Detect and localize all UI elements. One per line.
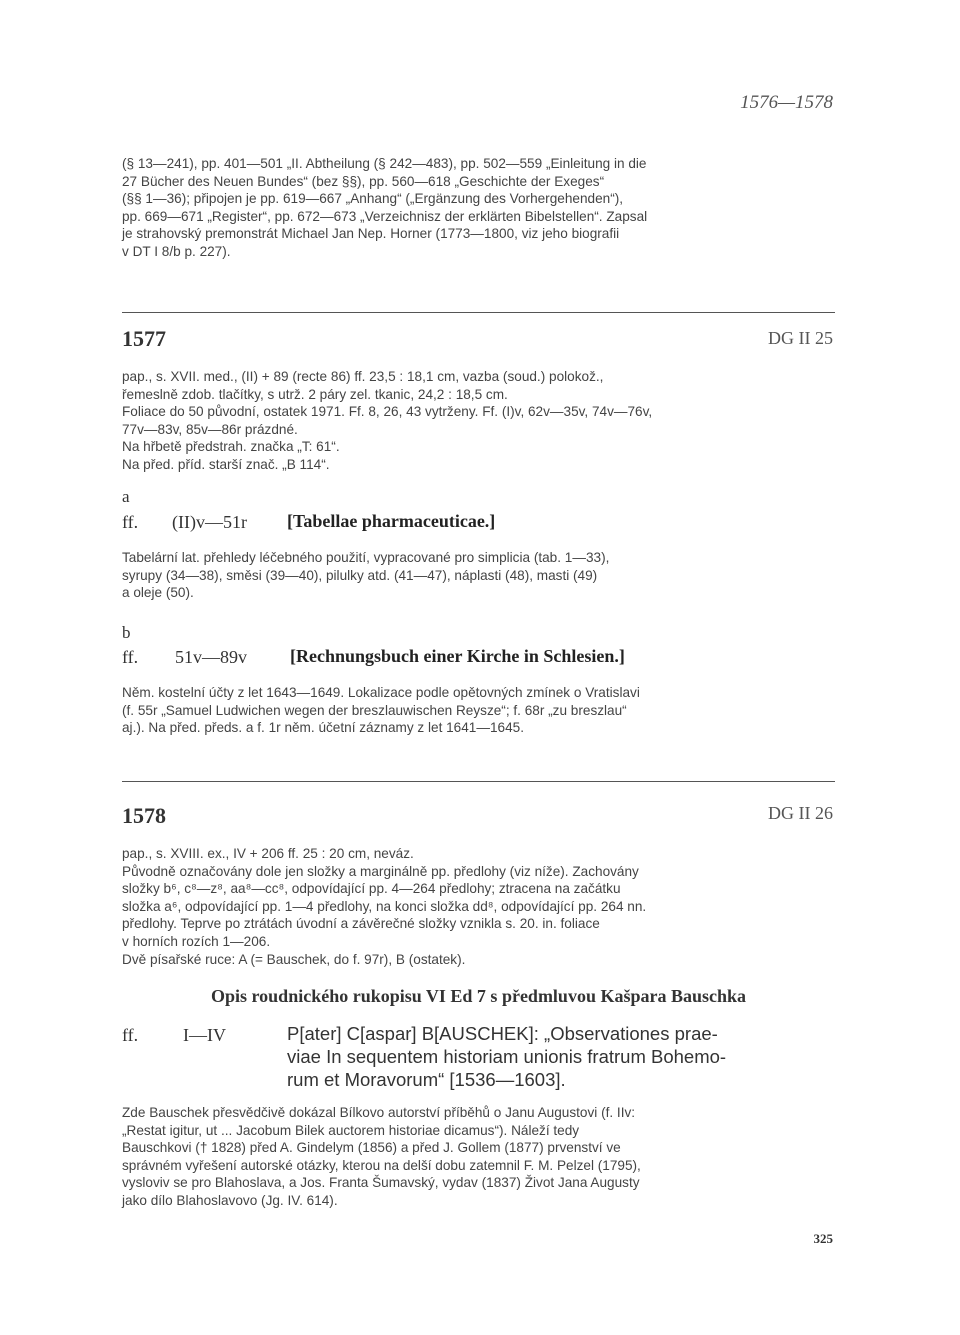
text-line: složka a⁶, odpovídající pp. 1—4 předlohy, na konci složka dd⁸, odpovídající pp. 264 nn. bbox=[122, 898, 647, 914]
text-line: aj.). Na před. předs. a f. 1r něm. účetní záznamy z let 1641—1645. bbox=[122, 720, 524, 736]
text-line: správném vyřešení autorské otázky, kterou na delší dobu zatemnil F. M. Pelzel (1795), bbox=[122, 1157, 641, 1173]
text-line: Původně označovány dole jen složky a marginálně pp. předlohy (viz níže). Zachovány bbox=[122, 863, 639, 879]
text-line: Zde Bauschek přesvědčivě dokázal Bílkovo autorství příběhů o Janu Augustovi (f. IIv: bbox=[122, 1105, 636, 1120]
section-divider bbox=[122, 781, 835, 782]
text-line: v horních rozích 1—206. bbox=[122, 933, 271, 949]
ff-label: ff. bbox=[122, 1025, 139, 1045]
text-line: (§ 13—241), pp. 401—501 „II. Abtheilung (§ 242—483), pp. 502—559 „Einleitung in die bbox=[122, 156, 647, 171]
ff-label: ff. bbox=[122, 647, 139, 667]
entry-signature: DG II 25 bbox=[768, 328, 833, 348]
section-text bbox=[122, 549, 835, 602]
section-text bbox=[122, 1104, 835, 1210]
section-heading: Opis roudnického rukopisu VI Ed 7 s předmluvou Kašpara Bauschka bbox=[210, 986, 746, 1006]
text-line: syrupy (34—38), směsi (39—40), pilulky atd. (41—47), náplasti (48), masti (49) bbox=[122, 567, 598, 583]
title-line: P[ater] C[aspar] B[AUSCHEK]: „Observationes prae- bbox=[287, 1023, 718, 1044]
text-line: pap., s. XVIII. ex., IV + 206 ff. 25 : 20 cm, neváz. bbox=[122, 846, 414, 861]
text-line: řemeslně zdob. tlačítky, s utrž. 2 páry zel. tkanic, 24,2 : 18,5 cm. bbox=[122, 386, 508, 402]
work-title: [Rechnungsbuch einer Kirche in Schlesien.] bbox=[290, 646, 625, 666]
entry-number: 1578 bbox=[122, 803, 166, 828]
text-line: Něm. kostelní účty z let 1643—1649. Lokalizace podle opětovných zmínek o Vratislavi bbox=[122, 685, 640, 700]
text-line: (f. 55r „Samuel Ludwichen wegen der breszlauwischen Reysze“; f. 68r „zu breszlau“ bbox=[122, 702, 627, 718]
text-line: 77v—83v, 85v—86r prázdné. bbox=[122, 421, 298, 437]
text-line: pap., s. XVII. med., (II) + 89 (recte 86) ff. 23,5 : 18,1 cm, vazba (soud.) polokož., bbox=[122, 369, 604, 384]
text-line: předlohy. Teprve po ztrátách úvodní a závěrečné složky vznikla s. 20. in. foliace bbox=[122, 916, 600, 932]
folio-range: I—IV bbox=[183, 1025, 226, 1045]
text-line: Tabelární lat. přehledy léčebného použití, vypracované pro simplicia (tab. 1—33), bbox=[122, 550, 610, 565]
title-line: rum et Moravorum“ [1536—1603]. bbox=[287, 1069, 566, 1090]
text-line: Dvě písařské ruce: A (= Bauschek, do f. 97r), B (ostatek). bbox=[122, 951, 466, 967]
text-line: Bauschkovi († 1828) před A. Gindelym (1856) a před J. Gollem (1877) prvenství ve bbox=[122, 1140, 621, 1156]
text-line: v DT I 8/b p. 227). bbox=[122, 243, 231, 259]
text-line: je strahovský premonstrát Michael Jan Nep. Horner (1773—1800, viz jeho biografii bbox=[122, 226, 620, 242]
text-line: „Restat igitur, ut ... Jacobum Bilek auctorem historiae dicamus“). Náleží tedy bbox=[122, 1122, 580, 1138]
work-title bbox=[287, 1022, 837, 1091]
section-text bbox=[122, 684, 835, 737]
text-line: (§§ 1—36); připojen je pp. 619—667 „Anhang“ („Ergänzung des Vorhergehenden“), bbox=[122, 191, 624, 207]
entry-signature: DG II 26 bbox=[768, 803, 833, 823]
section-divider bbox=[122, 312, 835, 313]
text-line: vysloviv se pro Blahoslava, a Jos. Franta Šumavský, vydav (1837) Život Jana Augusty bbox=[122, 1175, 640, 1191]
section-letter: a bbox=[122, 487, 130, 506]
page-number: 325 bbox=[813, 1231, 833, 1246]
work-title: [Tabellae pharmaceuticae.] bbox=[287, 511, 496, 531]
text-line: pp. 669—671 „Register“, pp. 672—673 „Verzeichnisz der erklärten Bibelstellen“. Zapsal bbox=[122, 208, 648, 224]
running-head: 1576—1578 bbox=[740, 92, 833, 113]
text-line: Na hřbetě předstrah. značka „T: 61“. bbox=[122, 439, 340, 455]
text-line: a oleje (50). bbox=[122, 585, 194, 601]
entry-description bbox=[122, 845, 835, 968]
entry-number: 1577 bbox=[122, 326, 166, 351]
text-line: složky b⁶, c⁸—z⁸, aa⁸—cc⁸, odpovídající pp. 4—264 předlohy; ztracena na začátku bbox=[122, 881, 621, 897]
folio-range: (II)v—51r bbox=[172, 512, 247, 532]
folio-range: 51v—89v bbox=[175, 647, 247, 667]
continuation-paragraph bbox=[122, 155, 835, 261]
text-line: jako dílo Blahoslavovo (Jg. IV. 614). bbox=[122, 1192, 338, 1208]
title-line: viae In sequentem historiam unionis fratrum Bohemo- bbox=[287, 1046, 727, 1067]
entry-description bbox=[122, 368, 835, 474]
section-letter: b bbox=[122, 623, 131, 642]
text-line: Foliace do 50 původní, ostatek 1971. Ff. 8, 26, 43 vytrženy. Ff. (I)v, 62v—35v, 74v—76v, bbox=[122, 404, 653, 420]
ff-label: ff. bbox=[122, 512, 139, 532]
text-line: 27 Bücher des Neuen Bundes“ (bez §§), pp. 560—618 „Geschichte der Exeges“ bbox=[122, 173, 605, 189]
text-line: Na před. příd. starší znač. „B 114“. bbox=[122, 456, 330, 472]
